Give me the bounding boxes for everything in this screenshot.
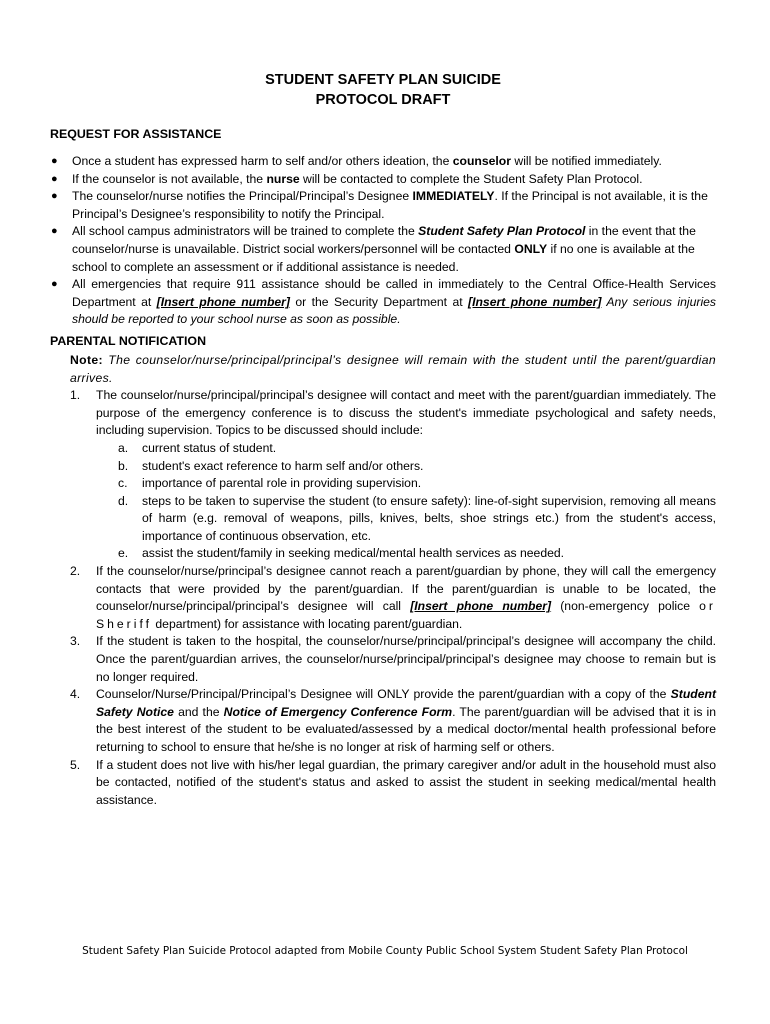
- list-item: ● All emergencies that require 911 assistance should be called in immediately to the Central Office-Health Services Department at [Insert phone number] or the Security Department at [Insert phone number] Any serious injuries should be reported to your school nurse as soon as possible.: [51, 277, 717, 327]
- list-item: 1. The counselor/nurse/principal/principal’s designee will contact and meet with the parent/guardian immediately. The purpose of the emergency conference is to discuss the student's immediate psychological and safety needs, including supervision. Topics to be discussed should include: a. current status of student. b. student's exact reference to harm self and/or others. c. importance of parental role in providing supervision. d. steps to be taken to supervise the student (to ensure safety): line-of-sight supervision, removing all means of harm (e.g. removal of weapons, pills, knives, belts, shoe strings etc.) from the student's access, importance of continuous observation, etc. e. assist the student/family in seeking medical/mental health services as needed.: [70, 387, 716, 563]
- list-item: ● If the counselor is not available, the nurse will be contacted to complete the Student Safety Plan Protocol.: [50, 171, 716, 189]
- page-footer: Student Safety Plan Suicide Protocol adapted from Mobile County Public School System Student Safety Plan Protocol: [82, 945, 688, 957]
- discussion-topics-list: [118, 440, 716, 563]
- phone-placeholder-health-services: [Insert phone number]: [156, 294, 290, 309]
- list-item: c. importance of parental role in providing supervision.: [118, 476, 422, 491]
- title-line-2: PROTOCOL DRAFT: [315, 92, 451, 108]
- list-item: ● Once a student has expressed harm to self and/or others ideation, the counselor will be notified immediately.: [50, 153, 716, 171]
- list-item: b. student's exact reference to harm self and/or others.: [118, 458, 424, 473]
- list-item: 4. Counselor/Nurse/Principal/Principal’s Designee will ONLY provide the parent/guardian with a copy of the Student Safety Notice and the Notice of Emergency Conference Form. The parent/guardian will be advised that it is in the best interest of the student to be evaluated/assessed by a medical doctor/mental health professional before returning to school to ensure that he/she is no longer at risk of harming self or others.: [70, 687, 717, 754]
- note-label: Note:: [70, 352, 103, 367]
- phone-placeholder-security: [Insert phone number]: [468, 294, 602, 309]
- bullet-icon: ●: [51, 278, 58, 291]
- list-item: 2. If the counselor/nurse/principal’s designee cannot reach a parent/guardian by phone, they will call the emergency contacts that were provided by the parent/guardian. If the parent/guardian is unable to be located, the counselor/nurse/principal/principal’s designee will call [Insert phone number] (non-emergency police or Sheriff department) for assistance with locating parent/guardian.: [70, 564, 716, 631]
- section-heading-parental: PARENTAL NOTIFICATION: [50, 333, 207, 348]
- phone-placeholder-police: [Insert phone number]: [410, 599, 552, 614]
- list-item: a. current status of student.: [118, 440, 277, 455]
- document-body: [50, 70, 716, 809]
- title-line-1: STUDENT SAFETY PLAN SUICIDE: [265, 72, 501, 88]
- list-item: e. assist the student/family in seeking medical/mental health services as needed.: [118, 546, 565, 561]
- list-item: ● All school campus administrators will be trained to complete the Student Safety Plan Protocol in the event that the counselor/nurse is unavailable. District social workers/personnel will be contacted ONLY if no one is available at the school to complete an assessment or if additional assistance is needed.: [51, 224, 696, 274]
- list-item: d. steps to be taken to supervise the student (to ensure safety): line-of-sight supervision, removing all means of harm (e.g. removal of weapons, pills, knives, belts, shoe strings etc.) from the student's access, importance of continuous observation, etc.: [118, 493, 716, 543]
- bullet-icon: ●: [51, 155, 58, 167]
- document-title: [50, 70, 716, 110]
- request-bullet-list: [50, 153, 716, 329]
- parental-note: Note: The counselor/nurse/principal/principal’s designee will remain with the student until the parent/guardian arrives.: [70, 352, 716, 385]
- bullet-icon: ●: [51, 190, 58, 203]
- parental-steps-list: [70, 387, 716, 809]
- section-heading-request: REQUEST FOR ASSISTANCE: [50, 127, 222, 141]
- list-item: 3. If the student is taken to the hospital, the counselor/nurse/principal/principal’s designee will accompany the child. Once the parent/guardian arrives, the counselor/nurse/principal/principal’s designee may choose to remain but is no longer required.: [70, 634, 716, 684]
- list-item: ● The counselor/nurse notifies the Principal/Principal’s Designee IMMEDIATELY. If the Principal is not available, it is the Principal’s Designee’s responsibility to notify the Principal.: [51, 189, 708, 221]
- bullet-icon: ●: [51, 172, 58, 185]
- bullet-icon: ●: [51, 225, 58, 238]
- list-item: 5. If a student does not live with his/her legal guardian, the primary caregiver and/or adult in the household must also be contacted, notified of the student's status and asked to assist the student in seeking medical/mental health assistance.: [70, 757, 716, 807]
